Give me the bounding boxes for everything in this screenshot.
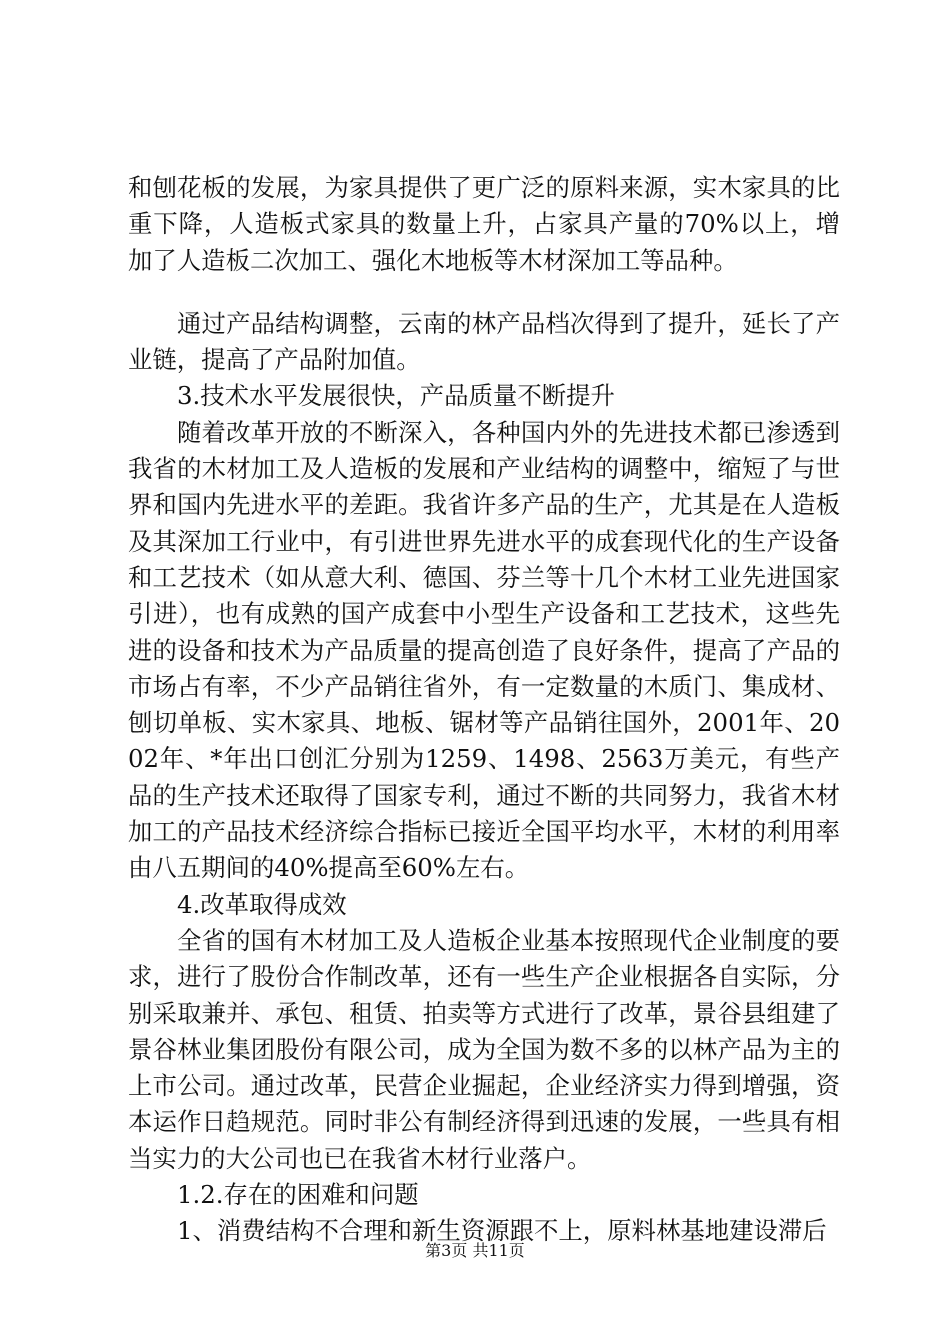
paragraph-3: 随着改革开放的不断深入，各种国内外的先进技术都已渗透到我省的木材加工及人造板的发展和产业结构的调整中，缩短了与世界和国内先进水平的差距。我省许多产品的生产，尤其是在人造板及其深加工行业中，有引进世界先进水平的成套现代化的生产设备和工艺技术（如从意大利、德国、芬兰等十几个木材工业先进国家引进），也有成熟的国产成套中小型生产设备和工艺技术，这些先进的设备和技术为产品质量的提高创造了良好条件，提高了产品的市场占有率，不少产品销往省外，有一定数量的木质门、集成材、刨切单板、实木家具、地板、锯材等产品销往国外，2001年、2002年、*年出口创汇分别为1259、1498、2563万美元，有些产品的生产技术还取得了国家专利，通过不断的共同努力，我省木材加工的产品技术经济综合指标已接近全国平均水平，木材的利用率由八五期间的40%提高至60%左右。 [128,417,840,883]
section-heading-3: 3.技术水平发展很快，产品质量不断提升 [177,381,615,411]
paragraph-1: 和刨花板的发展，为家具提供了更广泛的原料来源，实木家具的比重下降，人造板式家具的数量上升，占家具产量的70%以上，增加了人造板二次加工、强化木地板等木材深加工等品种。 [128,173,840,275]
paragraph-5: 1、消费结构不合理和新生资源跟不上，原料林基地建设滞后 [177,1216,827,1246]
paragraph-2: 通过产品结构调整，云南的林产品档次得到了提升，延长了产业链，提高了产品附加值。 [128,308,840,375]
page-number-footer: 第3页 共11页 [425,1241,525,1260]
paragraph-4: 全省的国有木材加工及人造板企业基本按照现代企业制度的要求，进行了股份合作制改革，还有一些生产企业根据各自实际，分别采取兼并、承包、租赁、拍卖等方式进行了改革，景谷县组建了景谷林业集团股份有限公司，成为全国为数不多的以林产品为主的上市公司。通过改革，民营企业掘起，企业经济实力得到增强，资本运作日趋规范。同时非公有制经济得到迅速的发展，一些具有相当实力的大公司也已在我省木材行业落户。 [128,925,840,1173]
section-heading-1-2: 1.2.存在的困难和问题 [177,1180,419,1210]
document-body [128,170,840,1250]
section-heading-4: 4.改革取得成效 [177,889,347,919]
